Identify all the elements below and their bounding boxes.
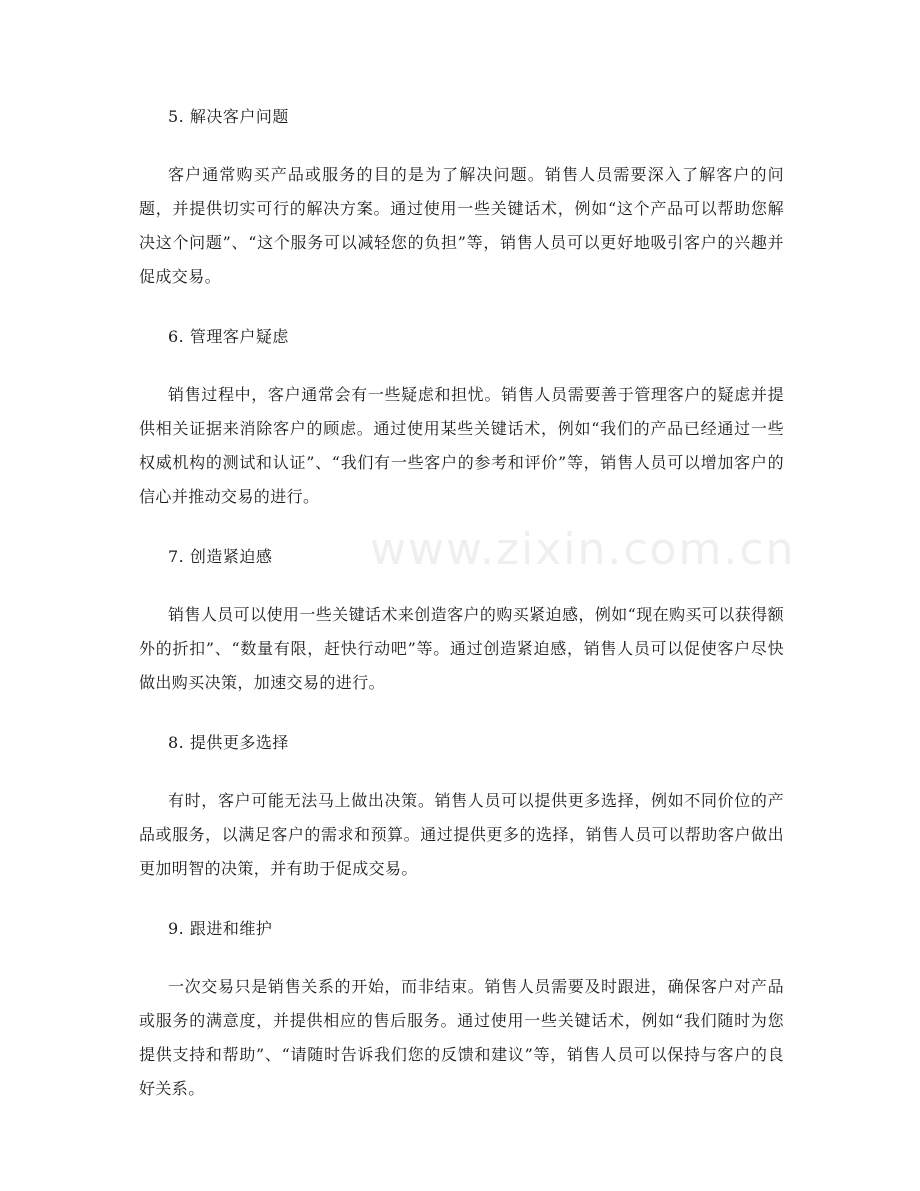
section-heading: 7. 创造紧迫感 bbox=[168, 547, 273, 566]
document-body bbox=[139, 102, 784, 1134]
section-7 bbox=[139, 542, 784, 700]
section-paragraph: 销售过程中，客户通常会有一些疑虑和担忧。销售人员需要善于管理客户的疑虑并提供相关证据来消除客户的顾虑。通过使用某些关键话术，例如“我们的产品已经通过一些权威机构的测试和认证”、“我们有一些客户的参考和评价”等，销售人员可以增加客户的信心并推动交易的进行。 bbox=[139, 385, 784, 506]
section-heading: 9. 跟进和维护 bbox=[168, 919, 273, 938]
section-6 bbox=[139, 322, 784, 514]
section-heading: 5. 解决客户问题 bbox=[168, 107, 289, 126]
section-heading: 6. 管理客户疑虑 bbox=[168, 327, 289, 346]
section-paragraph: 一次交易只是销售关系的开始，而非结束。销售人员需要及时跟进，确保客户对产品或服务的满意度，并提供相应的售后服务。通过使用一些关键话术，例如“我们随时为您提供支持和帮助”、“请随时告诉我们您的反馈和建议”等，销售人员可以保持与客户的良好关系。 bbox=[139, 977, 784, 1098]
section-heading: 8. 提供更多选择 bbox=[168, 733, 289, 752]
section-9 bbox=[139, 914, 784, 1106]
section-paragraph: 销售人员可以使用一些关键话术来创造客户的购买紧迫感，例如“现在购买可以获得额外的折扣”、“数量有限，赶快行动吧”等。通过创造紧迫感，销售人员可以促使客户尽快做出购买决策，加速交易的进行。 bbox=[139, 605, 784, 692]
section-paragraph: 有时，客户可能无法马上做出决策。销售人员可以提供更多选择，例如不同价位的产品或服务，以满足客户的需求和预算。通过提供更多的选择，销售人员可以帮助客户做出更加明智的决策，并有助于促成交易。 bbox=[139, 791, 784, 878]
watermark: www.zixin.com.cn bbox=[370, 524, 796, 575]
section-5 bbox=[139, 102, 784, 294]
section-paragraph: 客户通常购买产品或服务的目的是为了解决问题。销售人员需要深入了解客户的问题，并提供切实可行的解决方案。通过使用一些关键话术，例如“这个产品可以帮助您解决这个问题”、“这个服务可以减轻您的负担”等，销售人员可以更好地吸引客户的兴趣并促成交易。 bbox=[139, 165, 784, 286]
section-8 bbox=[139, 728, 784, 886]
